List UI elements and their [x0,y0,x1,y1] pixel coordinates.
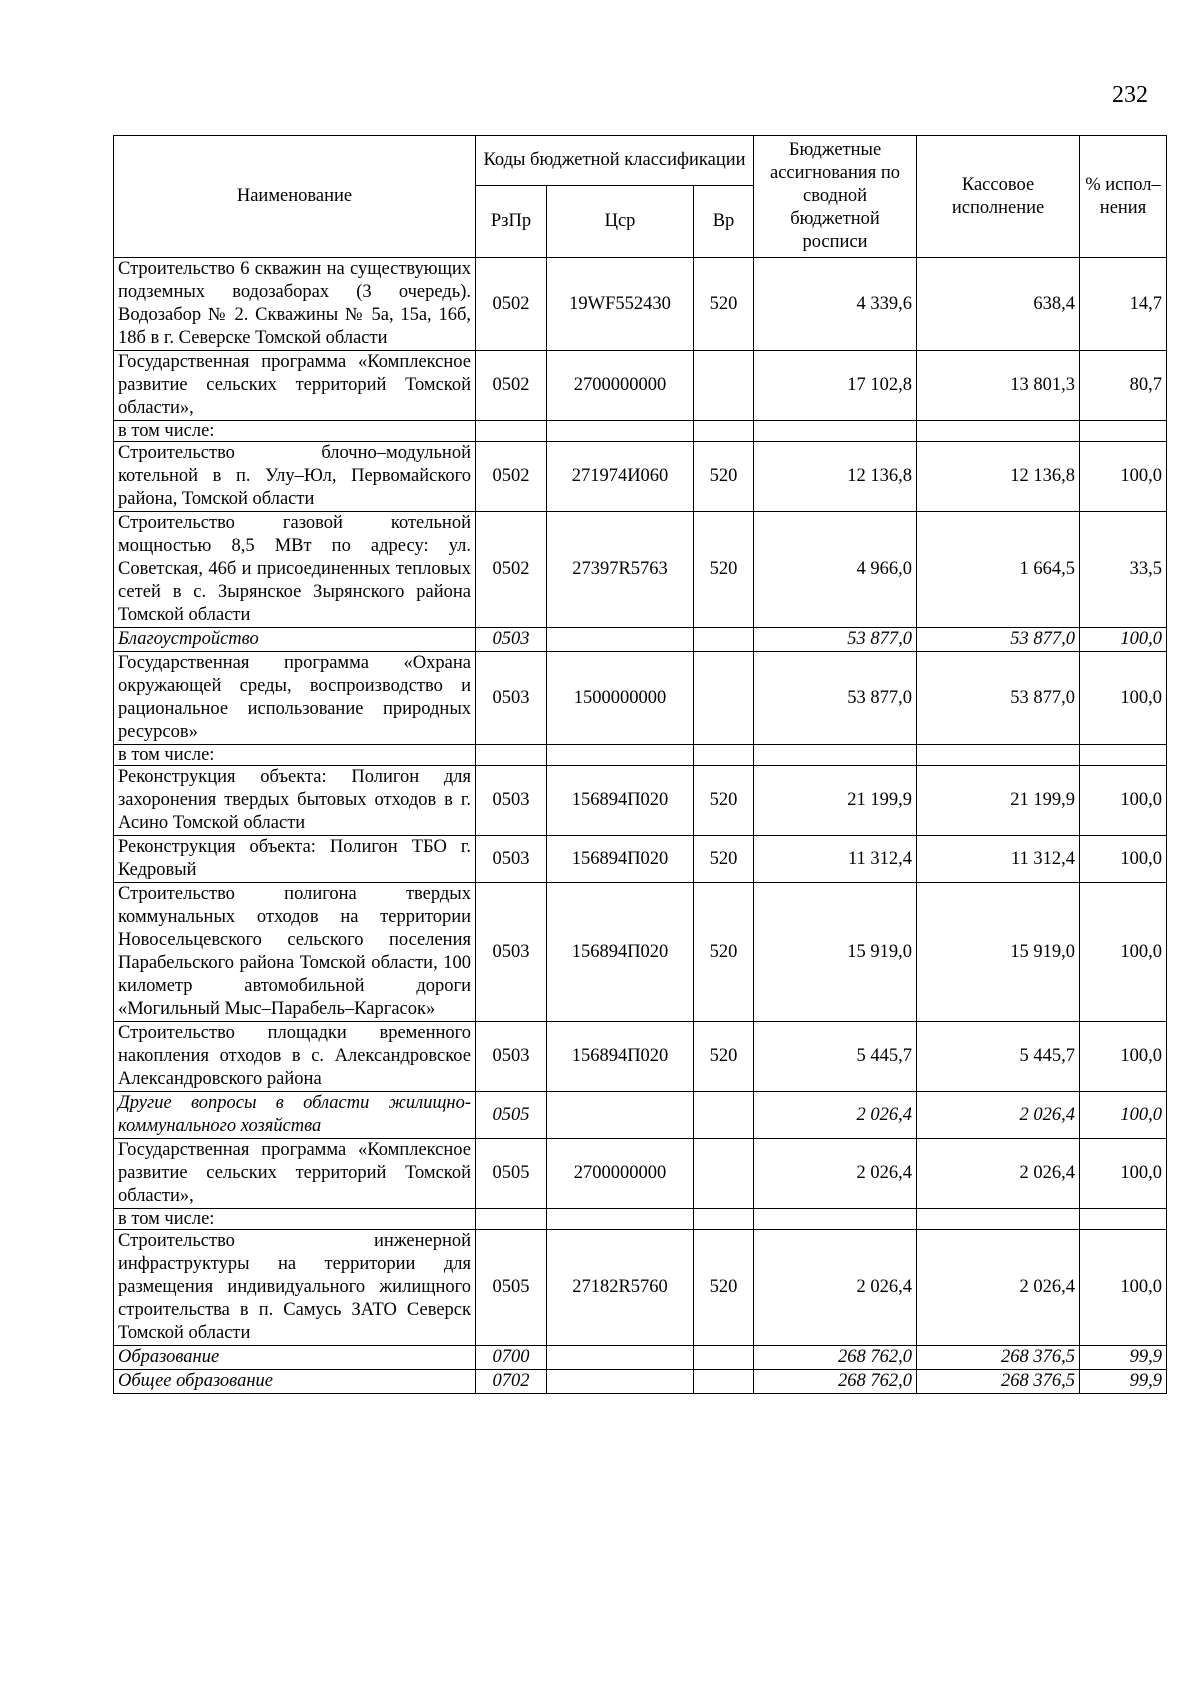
cell-csr [547,421,694,442]
table-row [114,1209,1167,1230]
cell-name: Реконструкция объекта: Полигон ТБО г. Кедровый [114,836,476,883]
table-row [114,766,1167,836]
cell-budget: 15 919,0 [754,883,917,1022]
cell-rzpr: 0700 [476,1346,547,1370]
cell-budget: 4 339,6 [754,258,917,351]
cell-vr [694,351,754,421]
table-row [114,1230,1167,1346]
cell-csr [547,628,694,652]
cell-csr: 2700000000 [547,351,694,421]
cell-vr [694,745,754,766]
cell-percent: 14,7 [1080,258,1167,351]
cell-name: Государственная программа «Комплексное развитие сельских территорий Томской области», [114,351,476,421]
cell-csr: 271974И060 [547,442,694,512]
cell-csr: 156894П020 [547,1022,694,1092]
table-row [114,512,1167,628]
cell-rzpr: 0503 [476,766,547,836]
cell-percent [1080,1209,1167,1230]
cell-csr: 1500000000 [547,652,694,745]
cell-rzpr: 0503 [476,883,547,1022]
cell-percent: 100,0 [1080,766,1167,836]
cell-vr [694,628,754,652]
cell-cash: 53 877,0 [917,652,1080,745]
table-row [114,1139,1167,1209]
cell-csr: 27182R5760 [547,1230,694,1346]
cell-rzpr: 0505 [476,1092,547,1139]
cell-cash [917,745,1080,766]
cell-budget: 21 199,9 [754,766,917,836]
cell-percent [1080,745,1167,766]
cell-budget: 53 877,0 [754,628,917,652]
cell-rzpr: 0503 [476,836,547,883]
cell-cash: 13 801,3 [917,351,1080,421]
cell-budget: 4 966,0 [754,512,917,628]
header-csr: Цср [547,186,694,258]
cell-budget: 2 026,4 [754,1092,917,1139]
cell-vr [694,1209,754,1230]
cell-csr: 156894П020 [547,766,694,836]
cell-vr: 520 [694,1230,754,1346]
table-row [114,836,1167,883]
header-rzpr: РзПр [476,186,547,258]
cell-cash [917,1209,1080,1230]
cell-percent: 100,0 [1080,1022,1167,1092]
cell-name: Строительство газовой котельной мощностью 8,5 МВт по адресу: ул. Советская, 46б и присоединенных тепловых сетей в с. Зырянское Зырянского района Томской области [114,512,476,628]
cell-percent: 80,7 [1080,351,1167,421]
cell-budget: 2 026,4 [754,1230,917,1346]
cell-name: в том числе: [114,745,476,766]
cell-budget: 17 102,8 [754,351,917,421]
cell-cash: 5 445,7 [917,1022,1080,1092]
cell-budget: 12 136,8 [754,442,917,512]
cell-rzpr [476,421,547,442]
cell-rzpr: 0502 [476,351,547,421]
cell-cash [917,421,1080,442]
cell-vr: 520 [694,442,754,512]
cell-name: в том числе: [114,421,476,442]
header-codes: Коды бюджетной классификации [476,136,754,186]
cell-rzpr: 0505 [476,1230,547,1346]
cell-rzpr: 0502 [476,258,547,351]
cell-budget [754,421,917,442]
cell-rzpr: 0502 [476,442,547,512]
cell-vr [694,1092,754,1139]
table-row [114,442,1167,512]
cell-csr: 19WF552430 [547,258,694,351]
cell-rzpr: 0503 [476,1022,547,1092]
cell-vr [694,1346,754,1370]
table-row [114,1370,1167,1394]
cell-name: Строительство блочно–модульной котельной в п. Улу–Юл, Первомайского района, Томской области [114,442,476,512]
table-row [114,745,1167,766]
cell-vr [694,1370,754,1394]
cell-name: в том числе: [114,1209,476,1230]
cell-csr: 156894П020 [547,836,694,883]
cell-percent: 100,0 [1080,628,1167,652]
cell-csr [547,1092,694,1139]
table-row [114,1092,1167,1139]
cell-vr: 520 [694,836,754,883]
table-header [114,136,1167,258]
cell-vr: 520 [694,512,754,628]
cell-rzpr: 0503 [476,652,547,745]
table-row [114,883,1167,1022]
cell-csr: 156894П020 [547,883,694,1022]
cell-cash: 268 376,5 [917,1370,1080,1394]
cell-name: Реконструкция объекта: Полигон для захоронения твердых бытовых отходов в г. Асино Томской области [114,766,476,836]
cell-cash: 1 664,5 [917,512,1080,628]
cell-csr [547,745,694,766]
cell-cash: 638,4 [917,258,1080,351]
table-row [114,351,1167,421]
cell-percent: 100,0 [1080,652,1167,745]
header-cash: Кассовое исполнение [917,136,1080,258]
table-body [114,258,1167,1394]
table-row [114,652,1167,745]
cell-rzpr [476,745,547,766]
table-row [114,1022,1167,1092]
cell-csr: 27397R5763 [547,512,694,628]
cell-percent: 100,0 [1080,1092,1167,1139]
cell-rzpr: 0503 [476,628,547,652]
cell-percent: 100,0 [1080,1139,1167,1209]
cell-vr [694,652,754,745]
cell-percent [1080,421,1167,442]
header-budget: Бюджетные ассигнования по сводной бюджетной росписи [754,136,917,258]
cell-cash: 21 199,9 [917,766,1080,836]
cell-budget [754,1209,917,1230]
cell-csr: 2700000000 [547,1139,694,1209]
cell-cash: 11 312,4 [917,836,1080,883]
cell-name: Строительство инженерной инфраструктуры на территории для размещения индивидуального жилищного строительства в п. Самусь ЗАТО Северск Томской области [114,1230,476,1346]
cell-name: Государственная программа «Охрана окружающей среды, воспроизводство и рациональное использование природных ресурсов» [114,652,476,745]
cell-name: Общее образование [114,1370,476,1394]
cell-vr [694,421,754,442]
cell-vr: 520 [694,258,754,351]
cell-cash: 268 376,5 [917,1346,1080,1370]
cell-cash: 2 026,4 [917,1139,1080,1209]
cell-budget: 5 445,7 [754,1022,917,1092]
header-vr: Вр [694,186,754,258]
cell-rzpr: 0505 [476,1139,547,1209]
cell-csr [547,1346,694,1370]
table-row [114,421,1167,442]
cell-budget: 11 312,4 [754,836,917,883]
cell-name: Другие вопросы в области жилищно-коммунального хозяйства [114,1092,476,1139]
cell-rzpr [476,1209,547,1230]
cell-percent: 100,0 [1080,883,1167,1022]
cell-budget: 268 762,0 [754,1370,917,1394]
cell-vr [694,1139,754,1209]
cell-rzpr: 0702 [476,1370,547,1394]
table-row [114,258,1167,351]
cell-name: Строительство 6 скважин на существующих подземных водозаборах (3 очередь). Водозабор № 2. Скважины № 5а, 15а, 16б, 18б в г. Северске Томской области [114,258,476,351]
cell-percent: 99,9 [1080,1346,1167,1370]
cell-vr: 520 [694,1022,754,1092]
cell-name: Образование [114,1346,476,1370]
cell-vr: 520 [694,766,754,836]
page-number: 232 [1112,82,1148,108]
cell-rzpr: 0502 [476,512,547,628]
header-name: Наименование [114,136,476,258]
header-percent: % испол–нения [1080,136,1167,258]
cell-budget: 268 762,0 [754,1346,917,1370]
cell-percent: 100,0 [1080,442,1167,512]
budget-table [113,135,1167,1394]
cell-cash: 12 136,8 [917,442,1080,512]
cell-csr [547,1370,694,1394]
cell-percent: 99,9 [1080,1370,1167,1394]
cell-percent: 33,5 [1080,512,1167,628]
cell-budget [754,745,917,766]
table-row [114,628,1167,652]
cell-budget: 2 026,4 [754,1139,917,1209]
table-row [114,1346,1167,1370]
cell-name: Благоустройство [114,628,476,652]
cell-cash: 2 026,4 [917,1230,1080,1346]
cell-csr [547,1209,694,1230]
cell-vr: 520 [694,883,754,1022]
cell-cash: 2 026,4 [917,1092,1080,1139]
cell-percent: 100,0 [1080,836,1167,883]
cell-budget: 53 877,0 [754,652,917,745]
cell-name: Строительство площадки временного накопления отходов в с. Александровское Александровского района [114,1022,476,1092]
cell-cash: 15 919,0 [917,883,1080,1022]
cell-percent: 100,0 [1080,1230,1167,1346]
cell-cash: 53 877,0 [917,628,1080,652]
cell-name: Государственная программа «Комплексное развитие сельских территорий Томской области», [114,1139,476,1209]
cell-name: Строительство полигона твердых коммунальных отходов на территории Новосельцевского сельского поселения Парабельского района Томской области, 100 километр автомобильной дороги «Могильный Мыс–Парабель–Каргасок» [114,883,476,1022]
